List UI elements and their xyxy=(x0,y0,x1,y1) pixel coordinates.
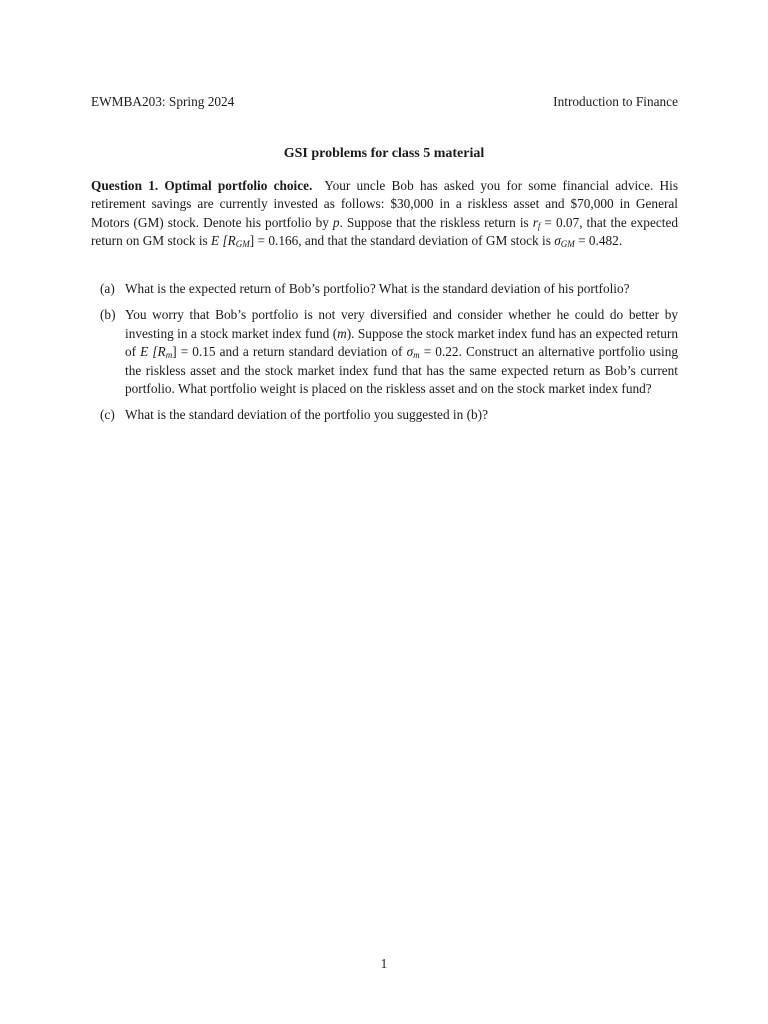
question-intro-2: . Suppose that the riskless return is xyxy=(339,214,533,230)
rf-subscript: f xyxy=(537,220,541,231)
rf-symbol: r xyxy=(532,214,538,230)
rf-value: = 0.07, that the expected return on GM stock is xyxy=(91,214,678,249)
list-item-c xyxy=(91,406,678,424)
portfolio-symbol: p xyxy=(332,214,340,230)
question-items xyxy=(91,280,678,433)
course-title: Introduction to Finance xyxy=(553,94,678,109)
item-b-text-2: ). Suppose the stock market index fund has an expected return of xyxy=(125,325,678,360)
sgm-subscript: GM xyxy=(560,239,575,250)
em-symbol: E [R xyxy=(140,344,166,360)
egm-value: ] = 0.166, and that the standard deviation of GM stock is xyxy=(249,233,555,249)
em-subscript: m xyxy=(165,350,173,361)
list-item-a xyxy=(91,280,678,298)
em-value: ] = 0.15 and a return standard deviation of xyxy=(172,344,407,360)
item-marker: (c) xyxy=(100,407,115,423)
item-marker: (a) xyxy=(100,281,115,296)
egm-subscript: GM xyxy=(235,239,250,250)
list-item-b xyxy=(91,306,678,398)
sm-symbol: σ xyxy=(406,344,414,360)
question-paragraph xyxy=(91,177,678,251)
question-heading: Question 1. Optimal portfolio choice. xyxy=(91,178,313,193)
item-text: What is the standard deviation of the portfolio you suggested in (b)? xyxy=(125,407,488,423)
item-text xyxy=(125,306,678,398)
course-code: EWMBA203: Spring 2024 xyxy=(91,94,235,109)
sgm-symbol: σ xyxy=(554,233,561,249)
question-intro-1: Your uncle Bob has asked you for some financial advice. His retirement savings are currently invested as follows: $30,000 in a riskless asset and $70,000 in General Motors (GM) stock. Denote his portfolio by xyxy=(91,178,678,230)
sgm-value: = 0.482. xyxy=(574,233,623,249)
item-text: What is the expected return of Bob’s portfolio? What is the standard deviation of his portfolio? xyxy=(125,281,630,296)
running-header xyxy=(91,94,678,110)
page-number: 1 xyxy=(380,956,388,971)
egm-symbol: E [R xyxy=(211,233,236,249)
sm-value: = 0.22. Construct an alternative portfolio using the riskless asset and the stock market index fund that has the same expected return as Bob’s current portfolio. What portfolio weight is placed on the riskless asset and on the stock market index fund? xyxy=(125,344,679,397)
item-b-text-1: You worry that Bob’s portfolio is not very diversified and consider whether he could do better by investing in a stock market index fund ( xyxy=(125,307,678,341)
page-title: GSI problems for class 5 material xyxy=(283,146,485,161)
sm-subscript: m xyxy=(413,350,420,361)
item-marker: (b) xyxy=(100,307,116,323)
m-symbol: m xyxy=(337,325,347,341)
